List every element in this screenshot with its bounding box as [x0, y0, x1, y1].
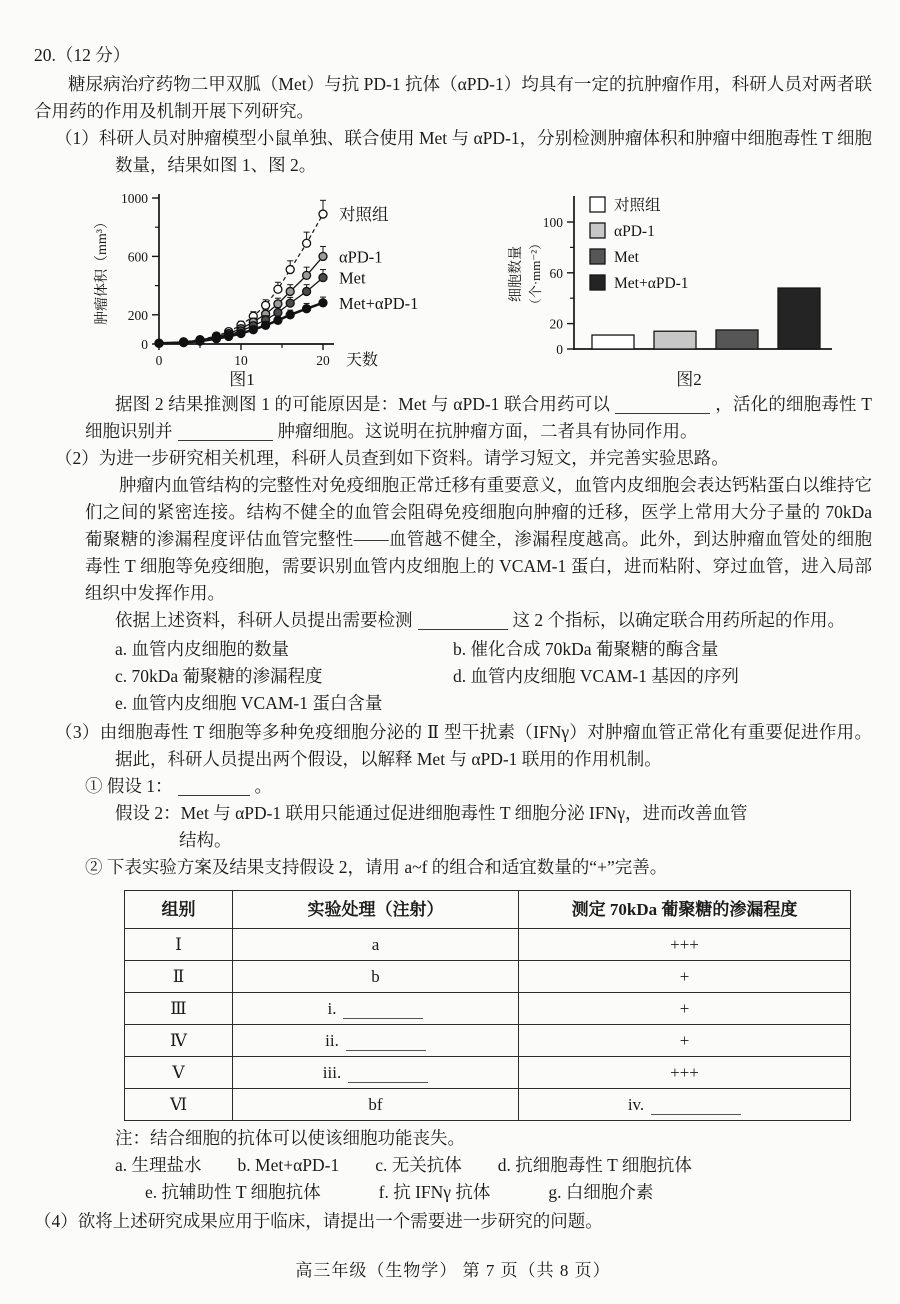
- indicator-options: [115, 636, 872, 717]
- header-group: 组别: [125, 891, 233, 929]
- circle-1-marker: ①: [85, 776, 103, 796]
- question-intro: 糖尿病治疗药物二甲双胍（Met）与抗 PD-1 抗体（αPD-1）均具有一定的抗肿瘤作用，科研人员对两者联合用药的作用及机制开展下列研究。: [34, 74, 872, 121]
- blank-label: i.: [327, 999, 337, 1018]
- answer-blank-4: [178, 780, 250, 796]
- cell-group: Ⅲ: [125, 993, 233, 1025]
- table-row: [125, 1057, 851, 1089]
- svg-text:αPD-1: αPD-1: [614, 223, 655, 240]
- part2-statement: [55, 445, 872, 472]
- part1-marker: （1）: [55, 128, 99, 148]
- cell-group: Ⅳ: [125, 1025, 233, 1057]
- header-result: 测定 70kDa 葡聚糖的渗漏程度: [519, 891, 851, 929]
- hypothesis-1-line: [85, 773, 872, 800]
- svg-text:0: 0: [155, 353, 163, 368]
- header-treatment: 实验处理（注射）: [233, 891, 519, 929]
- svg-text:20: 20: [549, 316, 563, 332]
- part3-statement: [55, 719, 873, 773]
- svg-text:600: 600: [127, 249, 148, 265]
- part3-marker: （3）: [55, 722, 100, 742]
- option-a: a. 血管内皮细胞的数量: [115, 639, 290, 659]
- inject-option-b: b. Met+αPD-1: [237, 1155, 340, 1175]
- page-footer: 高三年级（生物学） 第 7 页（共 8 页）: [295, 1261, 611, 1280]
- inject-option-f: f. 抗 IFNγ 抗体: [378, 1182, 491, 1202]
- answer-blank-iii: [348, 1069, 428, 1083]
- cell-treatment: a: [233, 929, 519, 961]
- inject-option-c: c. 无关抗体: [375, 1155, 462, 1175]
- part4-statement: [34, 1208, 872, 1235]
- svg-text:对照组: 对照组: [614, 197, 661, 214]
- analysis-text-1: 据图 2 结果推测图 1 的可能原因是：Met 与 αPD-1 联合用药可以: [115, 394, 611, 414]
- svg-text:细胞数量: 细胞数量: [509, 246, 524, 302]
- svg-text:Met: Met: [614, 249, 639, 266]
- cell-result: +: [519, 961, 851, 993]
- part3-lead: 由细胞毒性 T 细胞等多种免疫细胞分泌的 Ⅱ 型干扰素（IFNγ）对肿瘤血管正常化有重要促进作用。据此，科研人员提出两个假设，以解释 Met 与 αPD-1 联用的作用机制。: [99, 722, 873, 769]
- figures-row: [84, 184, 872, 389]
- svg-text:0: 0: [556, 342, 563, 357]
- injection-options-row-1: [115, 1152, 872, 1179]
- conclusion-text-2: 这 2 个指标，以确定联合用药所起的作用。: [512, 610, 845, 630]
- answer-blank-3: [418, 614, 508, 630]
- answer-blank-ii: [346, 1037, 426, 1051]
- blank-label: ii.: [325, 1031, 339, 1050]
- injection-options-row-2: [145, 1179, 872, 1206]
- table-row: [125, 1025, 851, 1057]
- inject-option-e: e. 抗辅助性 T 细胞抗体: [145, 1182, 321, 1202]
- answer-blank-iv: [651, 1101, 741, 1115]
- cell-result: +++: [519, 1057, 851, 1089]
- svg-text:60: 60: [549, 265, 563, 281]
- svg-text:对照组: 对照组: [339, 205, 389, 225]
- option-d: d. 血管内皮细胞 VCAM-1 基因的序列: [453, 666, 739, 686]
- cell-treatment: [233, 1025, 519, 1057]
- part4-text: 欲将上述研究成果应用于临床，请提出一个需要进一步研究的问题。: [77, 1211, 603, 1231]
- hypothesis-1-label: 假设 1：: [106, 776, 173, 796]
- svg-text:20: 20: [316, 353, 330, 368]
- cell-treatment: bf: [233, 1089, 519, 1121]
- question-number: 20.（12 分）: [34, 45, 131, 65]
- cell-result: +++: [519, 929, 851, 961]
- table-row: [125, 993, 851, 1025]
- hypothesis-2-line-2: 结构。: [179, 830, 232, 850]
- step2-text: 下表实验方案及结果支持假设 2，请用 a~f 的组合和适宜数量的“+”完善。: [106, 857, 668, 877]
- cell-result: [519, 1089, 851, 1121]
- cell-treatment: [233, 993, 519, 1025]
- svg-text:（个·mm⁻²）: （个·mm⁻²）: [528, 236, 543, 312]
- figure-1-line-chart: [84, 184, 494, 389]
- table-row: [125, 929, 851, 961]
- part2-reading-passage: 肿瘤内血管结构的完整性对免疫细胞正常迁移有重要意义，血管内皮细胞会表达钙粘蛋白以维持它们之间的紧密连接。结构不健全的血管会阻碍免疫细胞向肿瘤的迁移，医学上常用大分子量的 70kDa 葡聚糖的渗漏程度评估血管完整性——血管越不健全，渗漏程度越高。此外，到达肿瘤血管处的细胞毒性 T 细胞等免疫细胞，需要识别血管内皮细胞上的 VCAM-1 蛋白，进而粘附、穿过血管，进入局部组织中发挥作用。: [85, 475, 872, 603]
- svg-text:Met+αPD-1: Met+αPD-1: [614, 275, 689, 292]
- svg-text:天数: 天数: [346, 352, 379, 369]
- svg-text:Met: Met: [339, 268, 366, 288]
- answer-blank-i: [343, 1005, 423, 1019]
- circle-2-marker: ②: [85, 857, 103, 877]
- experiment-table: [124, 890, 851, 1121]
- part2-lead: 为进一步研究相关机理，科研人员查到如下资料。请学习短文，并完善实验思路。: [98, 448, 729, 468]
- inject-option-g: g. 白细胞介素: [548, 1182, 654, 1202]
- svg-text:0: 0: [141, 337, 148, 352]
- cell-group: Ⅴ: [125, 1057, 233, 1089]
- analysis-text-2: ，活化的细胞毒性 T 细胞识别并: [85, 394, 872, 441]
- cell-group: Ⅵ: [125, 1089, 233, 1121]
- table-header-row: [125, 891, 851, 929]
- cell-treatment: b: [233, 961, 519, 993]
- cell-group: Ⅰ: [125, 929, 233, 961]
- table-row: [125, 961, 851, 993]
- part1-analysis: [85, 391, 872, 445]
- cell-group: Ⅱ: [125, 961, 233, 993]
- svg-text:200: 200: [127, 307, 148, 323]
- table-row: [125, 1089, 851, 1121]
- inject-option-a: a. 生理盐水: [115, 1155, 202, 1175]
- part4-marker: （4）: [34, 1211, 78, 1231]
- option-b: b. 催化合成 70kDa 葡聚糖的酶含量: [453, 639, 719, 659]
- hypothesis-2-line-1: 假设 2：Met 与 αPD-1 联用只能通过促进细胞毒性 T 细胞分泌 IFNγ，进而改善血管: [115, 803, 748, 823]
- analysis-text-3: 肿瘤细胞。这说明在抗肿瘤方面，二者具有协同作用。: [277, 421, 698, 441]
- part1-statement: [55, 125, 873, 179]
- part2-marker: （2）: [55, 448, 99, 468]
- svg-text:100: 100: [542, 215, 563, 230]
- part1-text: 科研人员对肿瘤模型小鼠单独、联合使用 Met 与 αPD-1，分别检测肿瘤体积和肿瘤中细胞毒性 T 细胞数量，结果如图 1、图 2。: [98, 128, 873, 175]
- answer-blank-2: [178, 425, 273, 441]
- figure-2-bar-chart: [494, 184, 854, 389]
- answer-blank-1: [615, 398, 710, 414]
- blank-label: iii.: [322, 1063, 342, 1082]
- inject-option-d: d. 抗细胞毒性 T 细胞抗体: [497, 1155, 692, 1175]
- svg-text:10: 10: [234, 353, 248, 368]
- svg-text:图2: 图2: [676, 370, 702, 389]
- cell-result: +: [519, 1025, 851, 1057]
- svg-text:图1: 图1: [229, 370, 255, 389]
- part3-step2-line: [85, 854, 872, 881]
- svg-text:Met+αPD-1: Met+αPD-1: [339, 293, 419, 313]
- hypothesis-1-tail: 。: [254, 776, 272, 796]
- svg-text:肿瘤体积（mm³）: 肿瘤体积（mm³）: [95, 215, 110, 325]
- conclusion-text-1: 依据上述资料，科研人员提出需要检测: [115, 610, 413, 630]
- cell-treatment: [233, 1057, 519, 1089]
- option-c: c. 70kDa 葡聚糖的渗漏程度: [115, 666, 323, 686]
- part2-conclusion: [34, 607, 872, 634]
- blank-label: iv.: [627, 1095, 645, 1114]
- option-e: e. 血管内皮细胞 VCAM-1 蛋白含量: [115, 693, 383, 713]
- cell-result: +: [519, 993, 851, 1025]
- svg-text:αPD-1: αPD-1: [339, 247, 383, 267]
- svg-text:1000: 1000: [121, 191, 148, 206]
- table-note: 注：结合细胞的抗体可以使该细胞功能丧失。: [115, 1128, 465, 1148]
